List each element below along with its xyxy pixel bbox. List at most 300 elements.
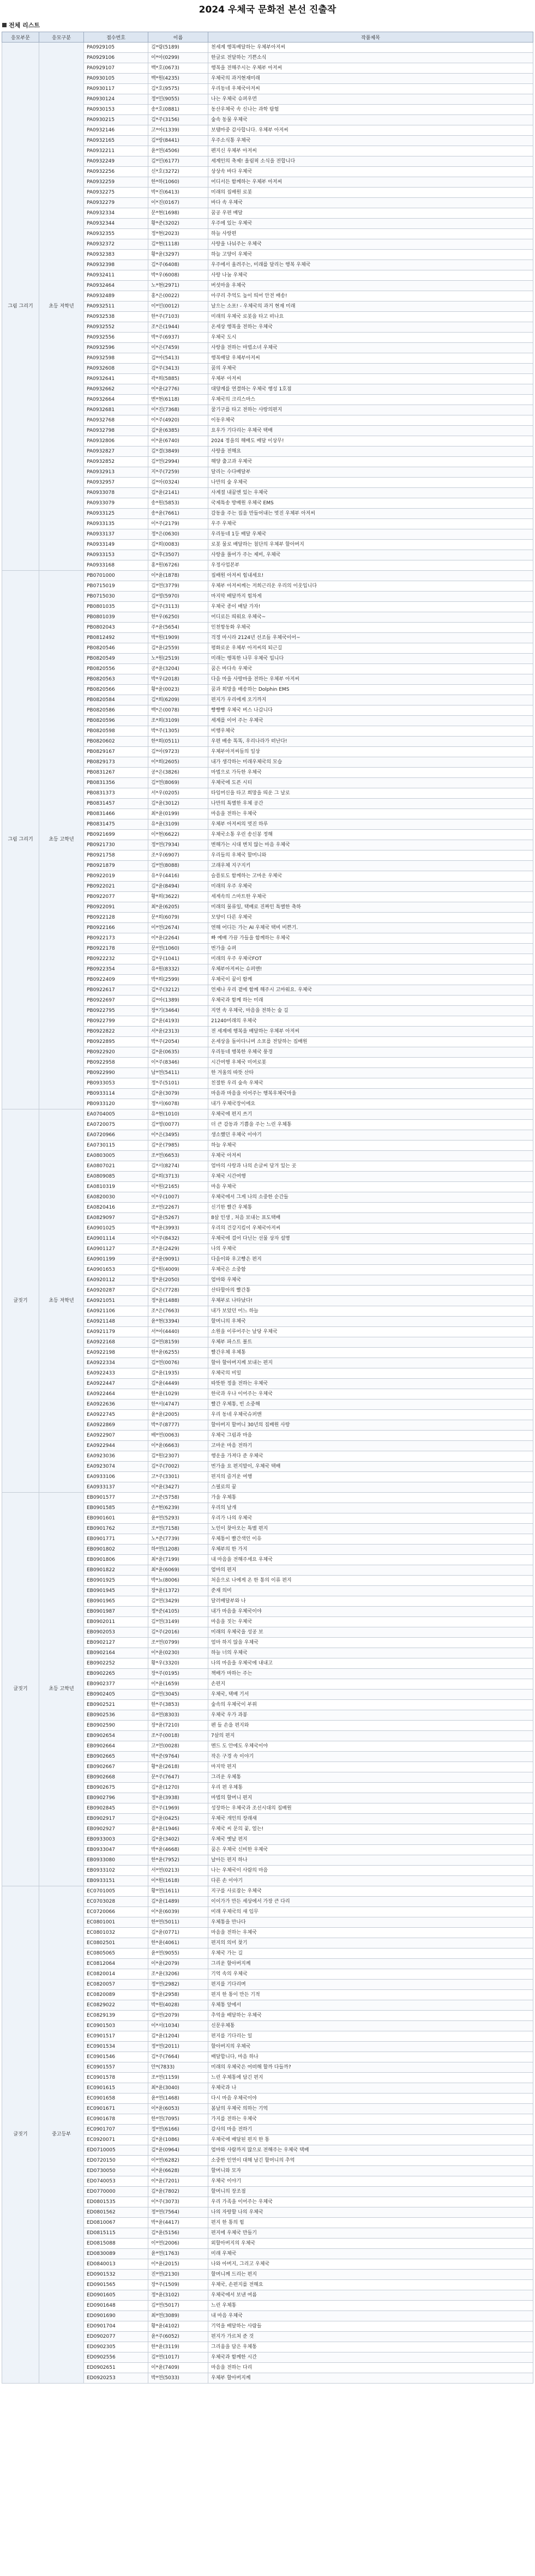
work-title-cell: 편지에 우체국 만들기	[208, 2228, 533, 2239]
work-title-cell: 마지막 편지	[208, 1762, 533, 1772]
number-cell: EB0933047	[84, 1845, 148, 1855]
work-title-cell: 꿀기구를 타고 전하는 사랑의편지	[208, 405, 533, 415]
work-title-cell: 로봇 물로 배달하는 첨단의 우체부 할아버지	[208, 540, 533, 550]
work-title-cell: 내 마음 우체국	[208, 2311, 533, 2321]
table-row	[2, 571, 533, 581]
work-title-cell: 미래의 우주 우체국FOT	[208, 954, 533, 964]
name-cell: 김*주(3156)	[148, 115, 208, 125]
number-cell: EA0720966	[84, 1130, 148, 1141]
number-cell: ED0901605	[84, 2290, 148, 2301]
name-cell: 윤*윤(1946)	[148, 1824, 208, 1835]
number-cell: EA0922198	[84, 1348, 148, 1358]
name-cell: 이*윤(6039)	[148, 1907, 208, 1917]
name-cell: 최*윤(3040)	[148, 2083, 208, 2094]
name-cell: 이*윤(0230)	[148, 1648, 208, 1658]
name-cell: 이*윤(1878)	[148, 571, 208, 581]
work-title-cell: 사계절 내꿈엔 있는 우체국	[208, 488, 533, 498]
number-cell: PA0932596	[84, 343, 148, 353]
name-cell: 김*운(7985)	[148, 1141, 208, 1151]
work-title-cell: 요우가 기다리는 우체국 택배	[208, 426, 533, 436]
number-cell: PA0932768	[84, 415, 148, 426]
work-title-cell: 그리운 우체통	[208, 1772, 533, 1783]
name-cell: 서*우(0205)	[148, 788, 208, 799]
subtitle-text: 전체 리스트	[9, 22, 40, 29]
work-title-cell: 날으는 소포! - 우체국의 과거 현재 미래	[208, 301, 533, 312]
work-title-cell: 나의 우체국	[208, 1244, 533, 1254]
name-cell: 정*민(9055)	[148, 94, 208, 105]
column-header-name: 이름	[148, 32, 208, 43]
work-title-cell: 편지의 의미 찾기	[208, 1938, 533, 1948]
name-cell: 정*윤(2958)	[148, 1990, 208, 2000]
work-title-cell: 친절한 우리 숲속 우체국	[208, 1078, 533, 1089]
number-cell: PA0933168	[84, 560, 148, 571]
name-cell: 김*영(0077)	[148, 1120, 208, 1130]
number-cell: EB0902011	[84, 1617, 148, 1627]
work-title-cell: 따뜻한 정을 전하는 우체국	[208, 1379, 533, 1389]
name-cell: 김*연(8088)	[148, 861, 208, 871]
page-title: 2024 우체국 문화전 본선 진출작	[199, 4, 336, 15]
work-title-cell: 준재 의미	[208, 1586, 533, 1596]
name-cell: 신*호(3272)	[148, 167, 208, 177]
name-cell: 한*연(5011)	[148, 1917, 208, 1928]
name-cell: 조*연(7158)	[148, 1524, 208, 1534]
name-cell: 최*윤(6205)	[148, 902, 208, 913]
number-cell: EC0720066	[84, 1907, 148, 1917]
work-title-cell: 미래의 우체국은 어떠해 할까 다들까?	[208, 2062, 533, 2073]
number-cell: PA0933153	[84, 550, 148, 560]
name-cell: 김*아(5413)	[148, 353, 208, 364]
name-cell: 유*우(4416)	[148, 871, 208, 882]
column-header-number: 접수번호	[84, 32, 148, 43]
number-cell: EC0801001	[84, 1917, 148, 1928]
column-header-work-title: 작품제목	[208, 32, 533, 43]
name-cell: 이*윤(2015)	[148, 2259, 208, 2270]
name-cell: 장*주(0195)	[148, 1669, 208, 1679]
work-title-cell: 꿈과 희망을 배송하는 Dolphin EMS	[208, 685, 533, 695]
work-title-cell: 편지가 가르쳐 준 것	[208, 2332, 533, 2342]
number-cell: PA0933135	[84, 519, 148, 529]
name-cell: 문*현(1698)	[148, 208, 208, 219]
name-cell: 이*서(1034)	[148, 2021, 208, 2031]
name-cell: 하*연(1208)	[148, 1545, 208, 1555]
number-cell: PA0930153	[84, 105, 148, 115]
name-cell: 이*주(8432)	[148, 1234, 208, 1244]
number-cell: EB0902667	[84, 1762, 148, 1772]
work-title-cell: 마음을 전하는 우체국	[208, 809, 533, 819]
number-cell: EB0902668	[84, 1772, 148, 1783]
work-title-cell: 우체국과 나	[208, 2083, 533, 2094]
work-title-cell: 천세계 행복배달하는 우체부아저씨	[208, 43, 533, 53]
number-cell: PA0932556	[84, 333, 148, 343]
name-cell: 조*윤(3206)	[148, 1969, 208, 1980]
name-cell: 손*현(6239)	[148, 1503, 208, 1513]
name-cell: 김*주(3212)	[148, 985, 208, 996]
name-cell: 한*하(1060)	[148, 177, 208, 188]
name-cell: 김*주(6408)	[148, 260, 208, 270]
number-cell: ED0902077	[84, 2332, 148, 2342]
name-cell: 정*은(0630)	[148, 529, 208, 540]
number-cell: EB0902665	[84, 1752, 148, 1762]
name-cell: 송*윤(7661)	[148, 509, 208, 519]
number-cell: PB0922091	[84, 902, 148, 913]
table-row	[2, 1493, 533, 1503]
work-title-cell: 마법으로 가득한 우체국	[208, 768, 533, 778]
name-cell: 김*람(5189)	[148, 43, 208, 53]
number-cell: PB0831457	[84, 799, 148, 809]
number-cell: EB0902654	[84, 1731, 148, 1741]
number-cell: PB0922799	[84, 1016, 148, 1027]
number-cell: PA0933078	[84, 488, 148, 498]
number-cell: ED0801535	[84, 2197, 148, 2207]
number-cell: EB0901925	[84, 1576, 148, 1586]
number-cell: EA0922433	[84, 1368, 148, 1379]
number-cell: PB0922173	[84, 933, 148, 944]
work-title-cell: 미래의 우체국 로봇을 타고 떠나요	[208, 312, 533, 322]
name-cell: 이*윤(7409)	[148, 2363, 208, 2373]
work-title-cell: 가지를 전하는 우체국	[208, 2114, 533, 2125]
table-header-row	[2, 32, 533, 43]
name-cell: 최*연(3089)	[148, 2311, 208, 2321]
name-cell: 조*윤(2429)	[148, 1244, 208, 1254]
name-cell: 김*연(3779)	[148, 581, 208, 592]
name-cell: 유*원(8332)	[148, 964, 208, 975]
number-cell: PB0922077	[84, 892, 148, 902]
number-cell: PB0820596	[84, 716, 148, 726]
work-title-cell: 모양이 다른 우체국	[208, 913, 533, 923]
number-cell: EB0933151	[84, 1876, 148, 1886]
name-cell: 김*윤(0425)	[148, 1814, 208, 1824]
work-title-cell: 기억을 배달하는 사람들	[208, 2321, 533, 2332]
number-cell: PB0829173	[84, 757, 148, 768]
number-cell: EB0902252	[84, 1658, 148, 1669]
work-title-cell: 작은 구경 속 이야기	[208, 1752, 533, 1762]
number-cell: ED0720150	[84, 2156, 148, 2166]
number-cell: PB0922409	[84, 975, 148, 985]
number-cell: EC0812064	[84, 1959, 148, 1969]
name-cell: 박*윤(4668)	[148, 1845, 208, 1855]
name-cell: 이*은(7459)	[148, 343, 208, 353]
work-title-cell: 우체통을 만나다	[208, 1917, 533, 1928]
name-cell: 김*연(3045)	[148, 1690, 208, 1700]
work-title-cell: 우편 배송 똑똑, 우리나라가 떠난다!	[208, 737, 533, 747]
number-cell: PB0921699	[84, 830, 148, 840]
number-cell: PB0933053	[84, 1078, 148, 1089]
number-cell: PA0932662	[84, 384, 148, 395]
number-cell: EC0901557	[84, 2062, 148, 2073]
name-cell: 이*진(7368)	[148, 405, 208, 415]
number-cell: EA0803005	[84, 1151, 148, 1161]
number-cell: ED0830089	[84, 2249, 148, 2259]
name-cell: 고*주(3301)	[148, 1472, 208, 1482]
number-cell: PA0932681	[84, 405, 148, 415]
number-cell: EB0902536	[84, 1710, 148, 1721]
name-cell: 이*윤(1659)	[148, 1679, 208, 1690]
number-cell: EA0922464	[84, 1389, 148, 1399]
number-cell: PA0933137	[84, 529, 148, 540]
section-cell: 글짓기	[2, 1886, 39, 2384]
work-title-cell: 봄날의 우체국 의하는 기억	[208, 2104, 533, 2114]
work-title-cell: 온세상을 돌아다니며 소포를 전달하는 집배원	[208, 1037, 533, 1047]
work-title-cell: 우체국은 소중함	[208, 1265, 533, 1275]
name-cell: 노*원(2519)	[148, 654, 208, 664]
name-cell: 한*윤(4061)	[148, 1938, 208, 1948]
name-cell: 이*희(2605)	[148, 757, 208, 768]
number-cell: ED0902305	[84, 2342, 148, 2352]
name-cell: 남*연(5411)	[148, 1068, 208, 1078]
work-title-cell: 세계인의 축제! 올림픽 소식을 전합니다	[208, 156, 533, 167]
work-title-cell: 이동우체국	[208, 415, 533, 426]
work-title-cell: 책배가 마하는 주는	[208, 1669, 533, 1679]
name-cell: 박*뇨(8006)	[148, 1576, 208, 1586]
number-cell: PB0922920	[84, 1047, 148, 1058]
number-cell: PA0932957	[84, 478, 148, 488]
name-cell: 김*윤(1204)	[148, 2031, 208, 2042]
name-cell: 황*윤(2618)	[148, 1762, 208, 1772]
number-cell: ED0810067	[84, 2218, 148, 2228]
number-cell: EA0933137	[84, 1482, 148, 1493]
name-cell: 김*호(9575)	[148, 84, 208, 94]
name-cell: 이*윤(6663)	[148, 1441, 208, 1451]
number-cell: PA0932146	[84, 125, 148, 136]
number-cell: PB0820602	[84, 737, 148, 747]
work-title-cell: 할아버지 할머니 30년의 집배원 사랑	[208, 1420, 533, 1431]
table-body	[2, 43, 533, 2384]
name-cell: 홍*원(6726)	[148, 560, 208, 571]
number-cell: EC0820014	[84, 1969, 148, 1980]
work-title-cell: 처음으로 나에게 온 한 통의 이류 편지	[208, 1576, 533, 1586]
work-title-cell: 미래의 물류일, 택배로 진짜인 특별한 축하	[208, 902, 533, 913]
name-cell: 노*현(2971)	[148, 281, 208, 291]
work-title-cell: 기억 속의 우체국	[208, 1969, 533, 1980]
work-title-cell: 미래의 우주 우체국	[208, 882, 533, 892]
work-title-cell: 행운을 가져다 준 우체국	[208, 1451, 533, 1462]
name-cell: 곽*희(5885)	[148, 374, 208, 384]
number-cell: PB0820563	[84, 674, 148, 685]
number-cell: EC0901546	[84, 2052, 148, 2062]
work-title-cell: 내가 보았던 어느 하늘	[208, 1306, 533, 1317]
number-cell: EB0933080	[84, 1855, 148, 1866]
name-cell: 윤*연(4506)	[148, 146, 208, 156]
work-title-cell: 우체부아저씨는 슈퍼맨!	[208, 964, 533, 975]
name-cell: 한*윤(3119)	[148, 2342, 208, 2352]
work-title-cell: 감동을 주는 집을 만들어내는 멋진 우체부 아저씨	[208, 509, 533, 519]
number-cell: EB0902377	[84, 1679, 148, 1690]
name-cell: 이*연(6282)	[148, 2156, 208, 2166]
number-cell: PB0922795	[84, 1006, 148, 1016]
name-cell: 김*후(3507)	[148, 550, 208, 560]
work-title-cell: 우주소식통 우체국	[208, 136, 533, 146]
work-title-cell: 어디로든 띄워요 우체국~	[208, 612, 533, 623]
work-title-cell: 우체국에 도픈 시티	[208, 778, 533, 788]
number-cell: PB0701000	[84, 571, 148, 581]
number-cell: PA0933079	[84, 498, 148, 509]
work-title-cell: 아쿠리 추억도 높이 띄어 안전 배송!	[208, 291, 533, 301]
number-cell: PB0922354	[84, 964, 148, 975]
number-cell: PA0932398	[84, 260, 148, 270]
work-title-cell: 편지의 즐거운 여행	[208, 1472, 533, 1482]
number-cell: EB0933102	[84, 1866, 148, 1876]
number-cell: PA0932344	[84, 219, 148, 229]
work-title-cell: 미래의 집배원 로봇	[208, 188, 533, 198]
work-title-cell: 우체국 개인의 장래새	[208, 1814, 533, 1824]
number-cell: PB0801039	[84, 612, 148, 623]
name-cell: 박*진(6413)	[148, 188, 208, 198]
name-cell: 홍*은(0022)	[148, 291, 208, 301]
work-title-cell: 엄마 하지 않을 우체국	[208, 1638, 533, 1648]
name-cell: 조*연(2267)	[148, 1203, 208, 1213]
work-title-cell: 하늘 사랑편	[208, 229, 533, 239]
number-cell: PA0932334	[84, 208, 148, 219]
number-cell: PB0829167	[84, 747, 148, 757]
work-title-cell: 우리 편 우체통	[208, 1783, 533, 1793]
number-cell: EA0921148	[84, 1317, 148, 1327]
name-cell: 조*희(3109)	[148, 716, 208, 726]
number-cell: PB0820586	[84, 705, 148, 716]
name-cell: 이*현(6622)	[148, 830, 208, 840]
work-title-cell: 우체국 아저씨	[208, 1151, 533, 1161]
name-cell: 황*우(3320)	[148, 1658, 208, 1669]
work-title-cell: 우주에 있는 우체국	[208, 219, 533, 229]
work-title-cell: 빨간우체 우체통	[208, 1348, 533, 1358]
number-cell: PA0932259	[84, 177, 148, 188]
work-title-cell: 꿈은 바다속 우체국	[208, 664, 533, 674]
number-cell: PB0921730	[84, 840, 148, 850]
work-title-cell: 마음을 전하는 우체국	[208, 1928, 533, 1938]
name-cell: 박*준(9764)	[148, 1752, 208, 1762]
number-cell: EC0701005	[84, 1886, 148, 1897]
number-cell: EB0902164	[84, 1648, 148, 1658]
number-cell: ED0815088	[84, 2239, 148, 2249]
work-title-cell: 엄마와 우체국	[208, 1275, 533, 1286]
number-cell: EA0829097	[84, 1213, 148, 1223]
name-cell: 이*윤(6053)	[148, 2104, 208, 2114]
name-cell: 박*주(8777)	[148, 1420, 208, 1431]
name-cell: 박*주(1305)	[148, 726, 208, 737]
work-title-cell: 우체국 가는 길	[208, 1948, 533, 1959]
work-title-cell: 우주에서 울려주는, 미래를 달리는 행복 우체국	[208, 260, 533, 270]
work-title-cell: 우체국에서 보낸 여름	[208, 2290, 533, 2301]
name-cell: 이*민(0012)	[148, 301, 208, 312]
work-title-cell: 다른 손 이야기	[208, 1876, 533, 1886]
number-cell: EB0902265	[84, 1669, 148, 1679]
number-cell: PA0932275	[84, 188, 148, 198]
square-bullet-icon	[2, 23, 7, 27]
name-cell: 유*연(8303)	[148, 1710, 208, 1721]
work-title-cell: 성장하는 우체국과 조선시대의 집배원	[208, 1803, 533, 1814]
name-cell: 김*윤(3402)	[148, 1835, 208, 1845]
work-title-cell: 우체국이 꿈이 함께	[208, 975, 533, 985]
work-title-cell: 엄마의 사랑과 나의 손글씨 담겨 있는 곳	[208, 1161, 533, 1172]
work-title-cell: 지연 속 우체국, 마음을 전하는 숲 길	[208, 1006, 533, 1016]
name-cell: 정*현(2023)	[148, 229, 208, 239]
number-cell: PA0930105	[84, 74, 148, 84]
name-cell: 정*연(7934)	[148, 840, 208, 850]
number-cell: PB0812492	[84, 633, 148, 643]
work-title-cell: 달리는 수다배달부	[208, 467, 533, 478]
name-cell: 이*원(1618)	[148, 1876, 208, 1886]
work-title-cell: 할머니께 드리는 편지	[208, 2270, 533, 2280]
number-cell: EC0901503	[84, 2021, 148, 2031]
name-cell: 한*연(7095)	[148, 2114, 208, 2125]
work-title-cell: 우체국 시간여행	[208, 1172, 533, 1182]
work-title-cell: 집배원 아저씨 힘내세요!	[208, 571, 533, 581]
name-cell: 조*주(0018)	[148, 1731, 208, 1741]
name-cell: 김*주(3113)	[148, 602, 208, 612]
work-title-cell: 우체부아저씨들의 일상	[208, 747, 533, 757]
work-title-cell: 미래 우체국의 새 임무	[208, 1907, 533, 1917]
number-cell: EA0922869	[84, 1420, 148, 1431]
work-title-cell: 우체국에 편지 쓰기	[208, 1109, 533, 1120]
name-cell: 박*주(6937)	[148, 333, 208, 343]
number-cell: EA0933106	[84, 1472, 148, 1482]
name-cell: 정*윤(1488)	[148, 1296, 208, 1306]
work-title-cell: 우체부의 한 가지	[208, 1545, 533, 1555]
work-title-cell: 내가 마음을 우체국이야	[208, 1607, 533, 1617]
name-cell: 김*윤(4449)	[148, 1379, 208, 1389]
name-cell: 김*아(9723)	[148, 747, 208, 757]
number-cell: EC0901517	[84, 2031, 148, 2042]
name-cell: 정*연(2982)	[148, 1980, 208, 1990]
work-title-cell: 미래 우체국	[208, 2249, 533, 2259]
work-title-cell: 느린 우체통에 담긴 편지	[208, 2073, 533, 2083]
work-title-cell: 8살 인생 , 처음 보내는 표도택배	[208, 1213, 533, 1223]
number-cell: EA0704005	[84, 1109, 148, 1120]
number-cell: ED0815115	[84, 2228, 148, 2239]
work-title-cell: 언제나 우리 곁에 함께 해주시 고마워요. 우체국	[208, 985, 533, 996]
name-cell: 김*윤(1489)	[148, 1897, 208, 1907]
number-cell: ED0901565	[84, 2280, 148, 2290]
division-cell: 초등 저학년	[39, 1109, 84, 1493]
name-cell: 박*희(2599)	[148, 975, 208, 985]
name-cell: 서*윤(2313)	[148, 1027, 208, 1037]
number-cell: PA0933149	[84, 540, 148, 550]
number-cell: EA0921106	[84, 1306, 148, 1317]
work-title-cell: 우체부 할아버지께	[208, 2373, 533, 2384]
name-cell: 김*영(5970)	[148, 592, 208, 602]
work-title-cell: 마지막 배달까지 힘차게	[208, 592, 533, 602]
work-title-cell: 사랑을 풀어가 주는 제비, 우체국	[208, 550, 533, 560]
number-cell: PB0820566	[84, 685, 148, 695]
work-title-cell: 나는 우체국 슈퍼우먼	[208, 94, 533, 105]
work-title-cell: 우체국 도시	[208, 333, 533, 343]
work-title-cell: 나만의 숲 우체국	[208, 478, 533, 488]
work-title-cell: 우리들의 우체국 할머니와	[208, 850, 533, 861]
work-title-cell: 전 세계에 행복을 배달하는 우체부 아저씨	[208, 1027, 533, 1037]
number-cell: EB0902521	[84, 1700, 148, 1710]
name-cell: 송*호(0881)	[148, 105, 208, 115]
name-cell: 김*희(3713)	[148, 1172, 208, 1182]
number-cell: PA0932827	[84, 447, 148, 457]
name-cell: 백*호(0673)	[148, 63, 208, 74]
work-title-cell: 편지가 우리에게 오기까지	[208, 695, 533, 705]
work-title-cell: 숲속 동물 우체국	[208, 115, 533, 125]
work-title-cell: 나와 아버지, 그리고 우체국	[208, 2259, 533, 2270]
name-cell: 주*윤(5654)	[148, 623, 208, 633]
number-cell: EB0902927	[84, 1824, 148, 1835]
number-cell: EB0901945	[84, 1586, 148, 1596]
work-title-cell: 소중한 인연이 대해 남긴 할머니의 추억	[208, 2156, 533, 2166]
name-cell: 유*윤(3109)	[148, 819, 208, 830]
name-cell: 문*연(1060)	[148, 944, 208, 954]
work-title-cell: 걱정 마시라 2124년 선조들 우체국이어~	[208, 633, 533, 643]
work-title-cell: 할아 할아버지께 보내는 편지	[208, 1358, 533, 1368]
work-title-cell: 2024 정을의 해배도 배달 이상무!	[208, 436, 533, 447]
name-cell: 김*주(3413)	[148, 364, 208, 374]
work-title-cell: 마음 우체국	[208, 1182, 533, 1192]
work-title-cell: 사랑을 전해요	[208, 447, 533, 457]
number-cell: PB0831267	[84, 768, 148, 778]
work-title-cell: 편지 한 통의 힘	[208, 2218, 533, 2228]
